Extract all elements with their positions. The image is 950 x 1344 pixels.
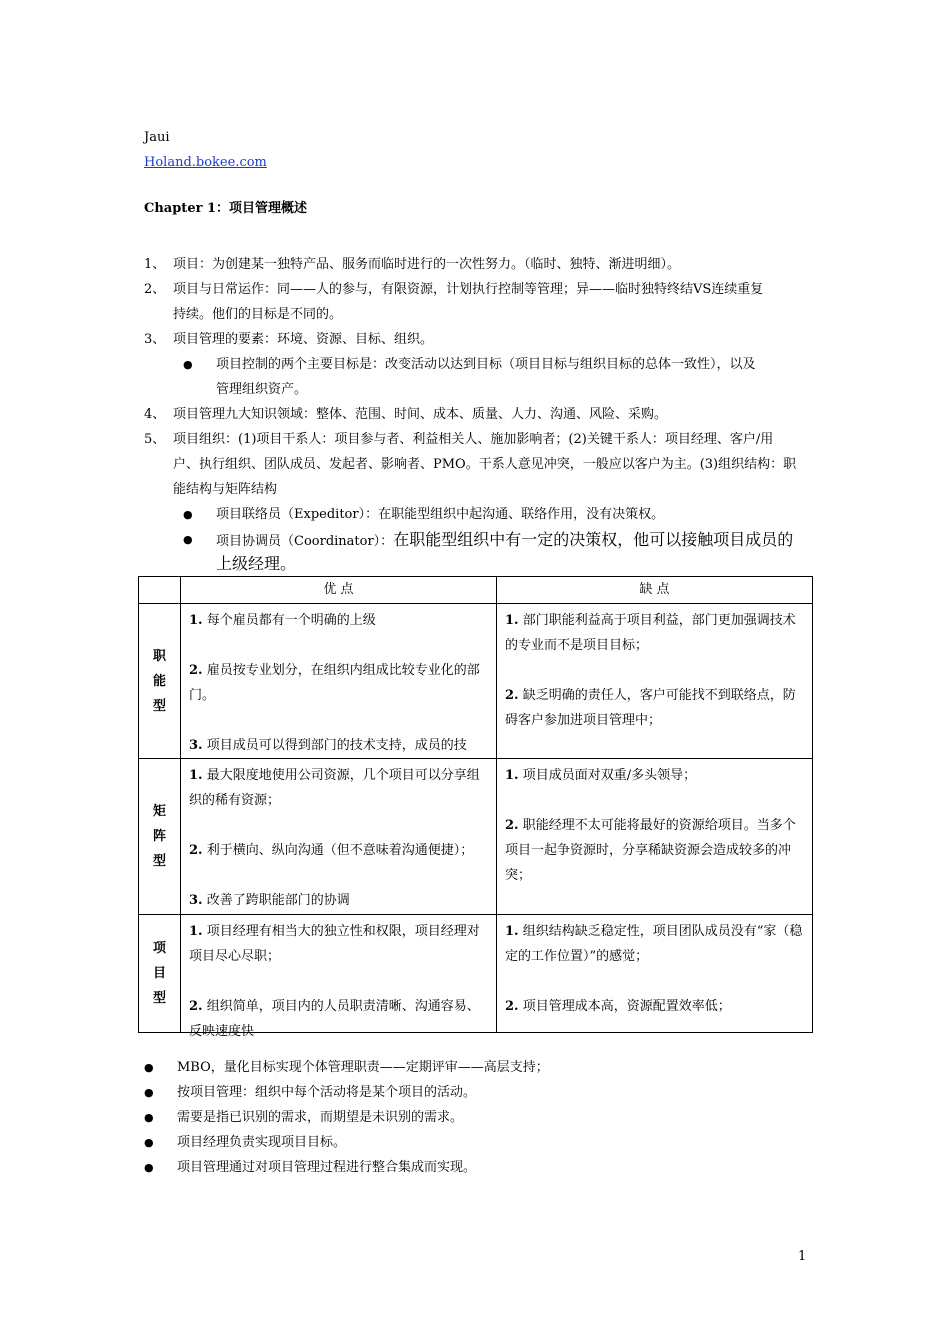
row-label-char: 目 xyxy=(152,966,166,981)
bullet-icon: ● xyxy=(144,1111,154,1124)
chapter-title: Chapter 1：项目管理概述 xyxy=(144,201,308,216)
row-label-functional xyxy=(139,604,181,759)
entry-number: 1. xyxy=(505,924,519,939)
table-corner-cell xyxy=(139,577,181,604)
table-entry xyxy=(189,838,488,863)
entry-text: 职能经理不太可能将最好的资源给项目。当多个项目一起争资源时，分享稀缺资源会造成较多的冲突； xyxy=(505,818,796,883)
list-number: 3、 xyxy=(144,332,166,347)
cons-header: 缺 点 xyxy=(497,577,813,604)
pros-cell xyxy=(181,604,497,759)
bottom-bullet-text: 需要是指已识别的需求，而期望是未识别的需求。 xyxy=(177,1110,464,1125)
entry-number: 2. xyxy=(505,999,519,1014)
bullet-icon: ● xyxy=(144,1086,154,1099)
row-label-char: 阵 xyxy=(152,829,166,844)
sub-bullet-text: 项目联络员（Expeditor）：在职能型组织中起沟通、联络作用，没有决策权。 xyxy=(216,507,665,522)
table-entry xyxy=(189,763,488,813)
blog-link[interactable]: Holand.bokee.com xyxy=(144,155,267,170)
bullet-icon: ● xyxy=(144,1161,154,1174)
table-entry xyxy=(505,813,804,888)
entry-number: 2. xyxy=(189,843,203,858)
row-label-char: 型 xyxy=(152,854,166,869)
list-number: 1、 xyxy=(144,257,166,272)
list-item-text: 项目与日常运作：同——人的参与，有限资源，计划执行控制等管理；异——临时独特终结VS连续重复 xyxy=(173,282,764,297)
list-item-text: 能结构与矩阵结构 xyxy=(173,482,278,497)
bullet-icon: ● xyxy=(183,508,193,521)
table-entry xyxy=(505,763,804,788)
entry-number: 3. xyxy=(189,738,203,753)
table-entry xyxy=(505,683,804,733)
entry-text: 组织简单，项目内的人员职责清晰、沟通容易、反映速度快 xyxy=(189,999,480,1039)
table-entry xyxy=(505,608,804,658)
list-item-text: 项目：为创建某一独特产品、服务而临时进行的一次性努力。（临时、独特、渐进明细）。 xyxy=(173,257,681,272)
entry-number: 3. xyxy=(189,893,203,908)
entry-text: 改善了跨职能部门的协调 xyxy=(206,893,350,908)
row-label-matrix xyxy=(139,759,181,915)
coordinator-label: 项目协调员（Coordinator）： xyxy=(216,534,394,549)
entry-text: 部门职能利益高于项目利益，部门更加强调技术的专业而不是项目目标； xyxy=(505,613,796,653)
table-entry xyxy=(505,919,804,969)
row-label-char: 职 xyxy=(152,648,166,664)
bullet-icon: ● xyxy=(183,533,193,546)
entry-number: 2. xyxy=(505,688,519,703)
entry-text: 项目成员面对双重/多头领导； xyxy=(522,768,697,783)
bullet-icon: ● xyxy=(144,1061,154,1074)
cons-cell xyxy=(497,604,813,759)
bullet-icon: ● xyxy=(183,358,193,371)
list-item-text: 持续。他们的目标是不同的。 xyxy=(173,307,343,322)
list-item-text: 项目管理九大知识领域：整体、范围、时间、成本、质量、人力、沟通、风险、采购。 xyxy=(173,407,668,422)
list-item-text: 项目管理的要素：环境、资源、目标、组织。 xyxy=(173,332,434,347)
row-label-char: 能 xyxy=(152,673,166,689)
table-row xyxy=(139,759,813,915)
cons-cell xyxy=(497,759,813,915)
sub-bullet-text: 管理组织资产。 xyxy=(216,382,308,397)
coordinator-desc: 在职能型组织中有一定的决策权，他可以接触项目成员的 xyxy=(393,530,794,549)
row-label-char: 型 xyxy=(152,991,166,1006)
entry-text: 利于横向、纵向沟通（但不意味着沟通便捷）； xyxy=(206,843,474,858)
entry-text: 组织结构缺乏稳定性，项目团队成员没有“家（稳定的工作位置）”的感觉； xyxy=(505,924,803,964)
sub-bullet-text: 上级经理。 xyxy=(216,554,297,573)
table-entry xyxy=(189,888,488,913)
row-label-project xyxy=(139,915,181,1033)
list-number: 5、 xyxy=(144,432,166,447)
entry-text: 雇员按专业划分，在组织内组成比较专业化的部门。 xyxy=(189,663,480,703)
row-label-char: 项 xyxy=(152,941,166,956)
entry-number: 2. xyxy=(189,999,203,1014)
bottom-bullet-text: 按项目管理：组织中每个活动将是某个项目的活动。 xyxy=(177,1085,477,1100)
bottom-bullet-text: MBO，量化目标实现个体管理职责——定期评审——高层支持； xyxy=(177,1060,549,1075)
table-entry xyxy=(189,658,488,708)
org-structure-table xyxy=(138,576,813,1039)
sub-bullet-text: 项目控制的两个主要目标是：改变活动以达到目标（项目目标与组织目标的总体一致性），以及 xyxy=(216,357,756,372)
row-label-char: 型 xyxy=(152,698,166,714)
entry-number: 2. xyxy=(505,818,519,833)
table-row xyxy=(139,915,813,1033)
entry-text: 项目经理有相当大的独立性和权限，项目经理对项目尽心尽职； xyxy=(189,924,480,964)
entry-text: 缺乏明确的责任人，客户可能找不到联络点，防碍客户参加进项目管理中； xyxy=(505,688,796,728)
entry-text: 项目成员可以得到部门的技术支持，成员的技 xyxy=(206,738,467,753)
pros-cell xyxy=(181,759,497,915)
table-entry xyxy=(189,733,488,758)
table-entry xyxy=(189,994,488,1044)
entry-number: 1. xyxy=(189,613,203,628)
entry-number: 2. xyxy=(189,663,203,678)
entry-number: 1. xyxy=(189,924,203,939)
table-entry xyxy=(505,994,804,1019)
table-header-row xyxy=(139,577,813,604)
table-entry xyxy=(189,919,488,969)
cons-cell xyxy=(497,915,813,1033)
bottom-bullet-text: 项目管理通过对项目管理过程进行整合集成而实现。 xyxy=(177,1160,477,1175)
entry-text: 每个雇员都有一个明确的上级 xyxy=(206,613,376,628)
list-number: 4、 xyxy=(144,407,166,422)
table-row xyxy=(139,604,813,759)
list-item-text: 项目组织：(1)项目干系人：项目参与者、利益相关人、施加影响者；(2)关键干系人：项目经理、客户/用 xyxy=(173,432,774,447)
entry-number: 1. xyxy=(189,768,203,783)
entry-number: 1. xyxy=(505,613,519,628)
list-item-text: 户、执行组织、团队成员、发起者、影响者、PMO。干系人意见冲突，一般应以客户为主。(3)组织结构：职 xyxy=(173,457,797,472)
entry-text: 最大限度地使用公司资源，几个项目可以分享组织的稀有资源； xyxy=(189,768,480,808)
entry-number: 1. xyxy=(505,768,519,783)
sub-bullet-text xyxy=(216,527,793,554)
list-number: 2、 xyxy=(144,282,166,297)
pros-header: 优 点 xyxy=(181,577,497,604)
table-entry xyxy=(189,608,488,633)
author-name: Jaui xyxy=(144,130,170,145)
page-number: 1 xyxy=(798,1249,807,1264)
bullet-icon: ● xyxy=(144,1136,154,1149)
row-label-char: 矩 xyxy=(152,804,166,819)
bottom-bullet-text: 项目经理负责实现项目目标。 xyxy=(177,1135,347,1150)
entry-text: 项目管理成本高，资源配置效率低； xyxy=(522,999,731,1014)
pros-cell xyxy=(181,915,497,1039)
